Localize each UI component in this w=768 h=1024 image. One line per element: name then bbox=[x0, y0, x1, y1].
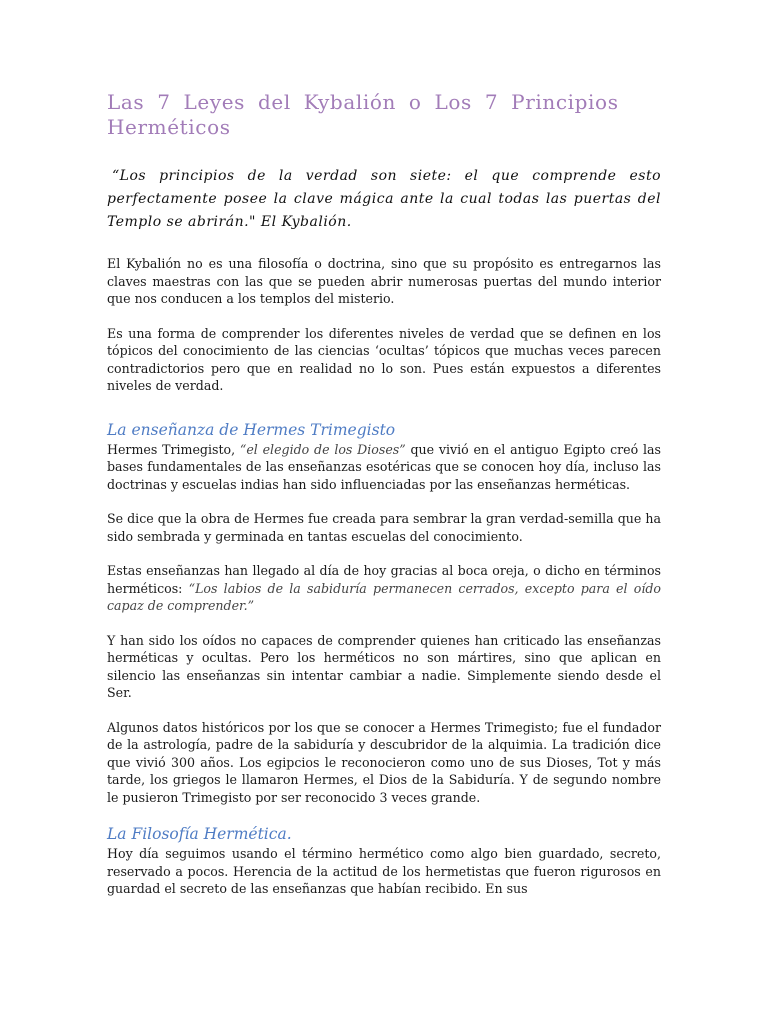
filosofia-paragraph-1: Hoy día seguimos usando el término hermético como algo bien guardado, secreto, reservado a pocos. Herencia de la actitud de los hermetistas que fueron rigurosos en guardad el secreto de las enseñanzas que habían recibido. En sus bbox=[107, 846, 661, 896]
epigraph-quote: “Los principios de la verdad son siete: el que comprende esto perfectamente posee la clave mágica ante la cual todas las puertas del Templo se abrirán." El Kybalión. bbox=[107, 168, 661, 230]
hermes-p1-quote: “el elegido de los Dioses” bbox=[239, 441, 406, 457]
section-heading-filosofia: La Filosofía Hermética. bbox=[107, 825, 292, 843]
document-content bbox=[107, 90, 661, 898]
hermes-p1-start: Hermes Trimegisto, bbox=[107, 441, 240, 457]
intro-paragraph-2: Es una forma de comprender los diferentes niveles de verdad que se definen en los tópicos del conocimiento de las ciencias ‘ocultas’ tópicos que muchas veces parecen contradictorios pero que en realidad no lo son. Pues están expuestos a diferentes niveles de verdad. bbox=[107, 325, 661, 393]
hermes-p1-end: que vivió en el antiguo Egipto creó las bases fundamentales de las enseñanzas esotéricas que se conocen hoy día, incluso las doctrinas y escuelas indias han sido influenciadas por las enseñanzas herméticas. bbox=[107, 441, 661, 492]
intro-paragraph-1: El Kybalión no es una filosofía o doctrina, sino que su propósito es entregarnos las claves maestras con las que se pueden abrir numerosas puertas del mundo interior que nos conducen a los templos del misterio. bbox=[107, 256, 661, 306]
hermes-paragraph-3 bbox=[107, 562, 661, 615]
hermes-p3-start: Estas enseñanzas han llegado al día de hoy gracias al boca oreja, o dicho en términos herméticos: bbox=[107, 563, 661, 596]
section-heading-hermes: La enseñanza de Hermes Trimegisto bbox=[107, 420, 396, 439]
hermes-paragraph-1 bbox=[107, 441, 661, 494]
hermes-paragraph-5: Algunos datos históricos por los que se conocer a Hermes Trimegisto; fue el fundador de la astrología, padre de la sabiduría y descubridor de la alquimia. La tradición dice que vivió 300 años. Los egipcios le reconocieron como uno de sus Dioses, Tot y más tarde, los griegos le llamaron Hermes, el Dios de la Sabiduría. Y de segundo nombre le pusieron Trimegisto por ser reconocido 3 veces grande. bbox=[107, 719, 661, 805]
hermes-paragraph-4: Y han sido los oídos no capaces de comprender quienes han criticado las enseñanzas herméticas y ocultas. Pero los herméticos no son mártires, sino que aplican en silencio las enseñanzas sin intentar cambiar a nadie. Simplemente siendo desde el Ser. bbox=[107, 632, 661, 700]
hermes-p3-quote: “Los labios de la sabiduría permanecen cerrados, excepto para el oído capaz de comprender.” bbox=[107, 580, 661, 613]
document-title: Las 7 Leyes del Kybalión o Los 7 Principios Herméticos bbox=[107, 90, 619, 139]
hermes-paragraph-2: Se dice que la obra de Hermes fue creada para sembrar la gran verdad-semilla que ha sido sembrada y germinada en tantas escuelas del conocimiento. bbox=[107, 511, 661, 544]
